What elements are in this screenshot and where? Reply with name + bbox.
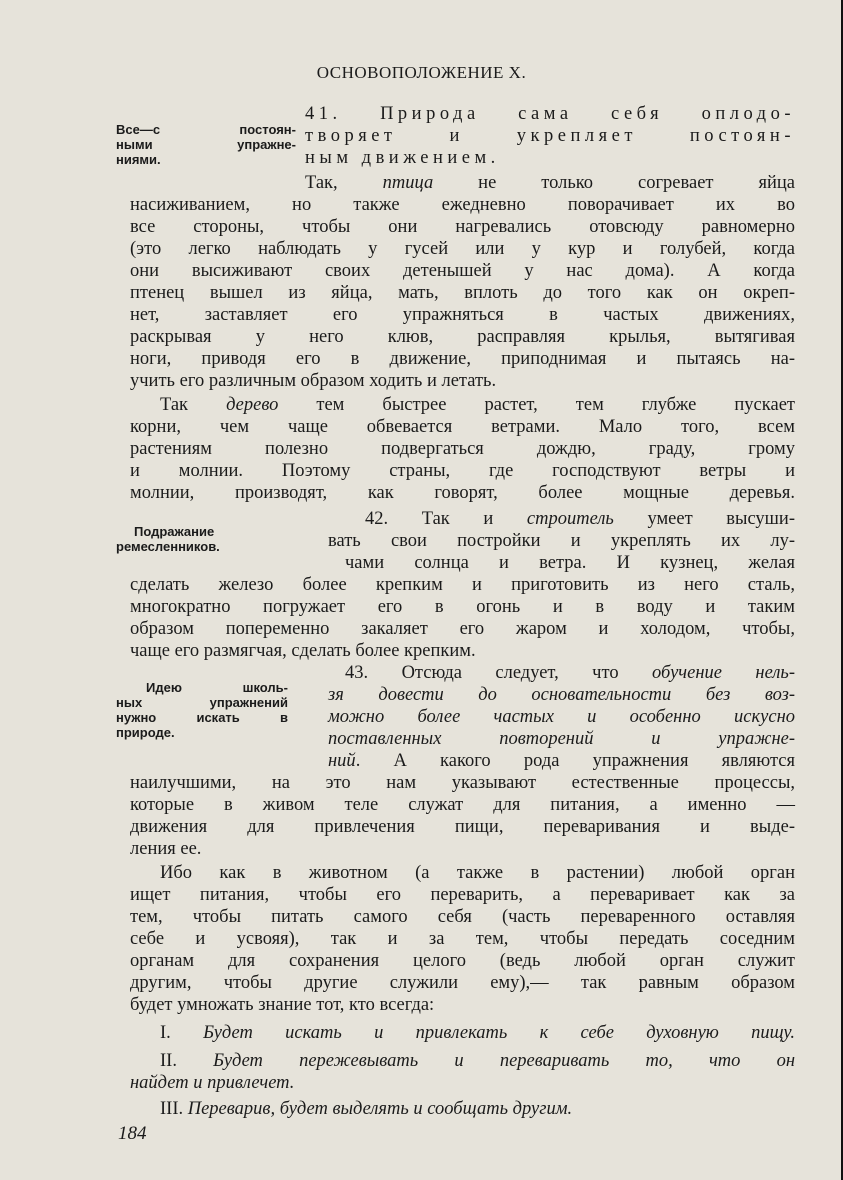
text-line: ноги, приводя его в движение, приподнимая и пытаясь на-: [130, 349, 795, 369]
text-line: ления ее.: [130, 839, 202, 859]
text-line: которые в живом теле служат для питания, а именно —: [130, 795, 795, 815]
text-line: 41. Природа сама себя оплодо-: [305, 104, 795, 124]
margin-note-3: [116, 680, 288, 740]
text-line: Ибо как в животном (а также в растении) любой орган: [160, 863, 795, 883]
margin-note-1: [116, 122, 296, 167]
margin-note-line: ниями.: [116, 152, 161, 167]
text-line: и молнии. Поэтому страны, где господствуют ветры и: [130, 461, 795, 481]
text-line: ний. А какого рода упражнения являются: [328, 751, 795, 771]
text-line: наилучшими, на это нам указывают естественные процессы,: [130, 773, 795, 793]
text-line: растениям полезно подвергаться дождю, граду, грому: [130, 439, 795, 459]
page-number: 184: [118, 1123, 147, 1144]
text-line: насиживанием, но также ежедневно поворачивает их во: [130, 195, 795, 215]
text-line: чами солнца и ветра. И кузнец, желая: [345, 553, 795, 573]
margin-note-line: ремесленников.: [116, 539, 220, 554]
text-line: органам для сохранения целого (ведь любой орган служит: [130, 951, 795, 971]
text-line: 42. Так и строитель умеет высуши-: [365, 509, 795, 529]
text-line: 43. Отсюда следует, что обучение нель-: [345, 663, 795, 683]
margin-note-line: Подражание: [134, 524, 215, 539]
text-line: ищет питания, чтобы его переварить, а переваривает как за: [130, 885, 795, 905]
list-item-2: II. Будет пережевывать и переваривать то, что он: [160, 1051, 795, 1071]
text-line: ным движением.: [305, 148, 500, 168]
margin-note-line: ных упражнений: [116, 695, 288, 710]
text-line: многократно погружает его в огонь и в воду и таким: [130, 597, 795, 617]
text-line: творяет и укрепляет постоян-: [305, 126, 795, 146]
text-line: молнии, производят, как говорят, более мощные деревья.: [130, 483, 795, 503]
margin-note-line: природе.: [116, 725, 175, 740]
margin-note-line: ными упражне-: [116, 137, 296, 152]
text-line: птенец вышел из яйца, мать, вплоть до того как он окреп-: [130, 283, 795, 303]
text-line: чаще его размягчая, сделать более крепким.: [130, 641, 476, 661]
text-line: образом попеременно закаляет его жаром и холодом, чтобы,: [130, 619, 795, 639]
text-line: раскрывая у него клюв, расправляя крылья, вытягивая: [130, 327, 795, 347]
margin-note-2: [116, 524, 276, 554]
page-heading: ОСНОВОПОЛОЖЕНИЕ X.: [316, 63, 527, 82]
list-item-3: III. Переварив, будет выделять и сообщать другим.: [160, 1099, 573, 1119]
text-line: они высиживают своих детенышей у нас дома). А когда: [130, 261, 795, 281]
margin-note-line: Идею школь-: [146, 680, 288, 695]
list-item-2-cont: найдет и привлечет.: [130, 1073, 295, 1093]
text-line: будет умножать знание тот, кто всегда:: [130, 995, 435, 1015]
text-line: все стороны, чтобы они нагревались отовсюду равномерно: [130, 217, 795, 237]
text-line: сделать железо более крепким и приготовить из него сталь,: [130, 575, 795, 595]
margin-note-line: Все—с постоян-: [116, 122, 296, 137]
text-line: себе и усвояя), так и за тем, чтобы передать соседним: [130, 929, 795, 949]
margin-note-line: нужно искать в: [116, 710, 288, 725]
list-item-1: I. Будет искать и привлекать к себе духовную пищу.: [160, 1023, 795, 1043]
text-line: другим, чтобы другие служили ему),— так равным образом: [130, 973, 795, 993]
text-line: Так дерево тем быстрее растет, тем глубже пускает: [160, 395, 795, 415]
text-line: можно более частых и особенно искусно: [328, 707, 795, 727]
text-line: тем, чтобы питать самого себя (часть переваренного оставляя: [130, 907, 795, 927]
text-line: Так, птица не только согревает яйца: [305, 173, 795, 193]
text-line: корни, чем чаще обвевается ветрами. Мало того, всем: [130, 417, 795, 437]
text-line: нет, заставляет его упражняться в частых движениях,: [130, 305, 795, 325]
text-line: (это легко наблюдать у гусей или у кур и голубей, когда: [130, 239, 795, 259]
text-line: учить его различным образом ходить и летать.: [130, 371, 497, 391]
text-line: движения для привлечения пищи, переваривания и выде-: [130, 817, 795, 837]
text-line: вать свои постройки и укреплять их лу-: [328, 531, 795, 551]
text-line: поставленных повторений и упражне-: [328, 729, 795, 749]
text-line: зя довести до основательности без воз-: [328, 685, 795, 705]
